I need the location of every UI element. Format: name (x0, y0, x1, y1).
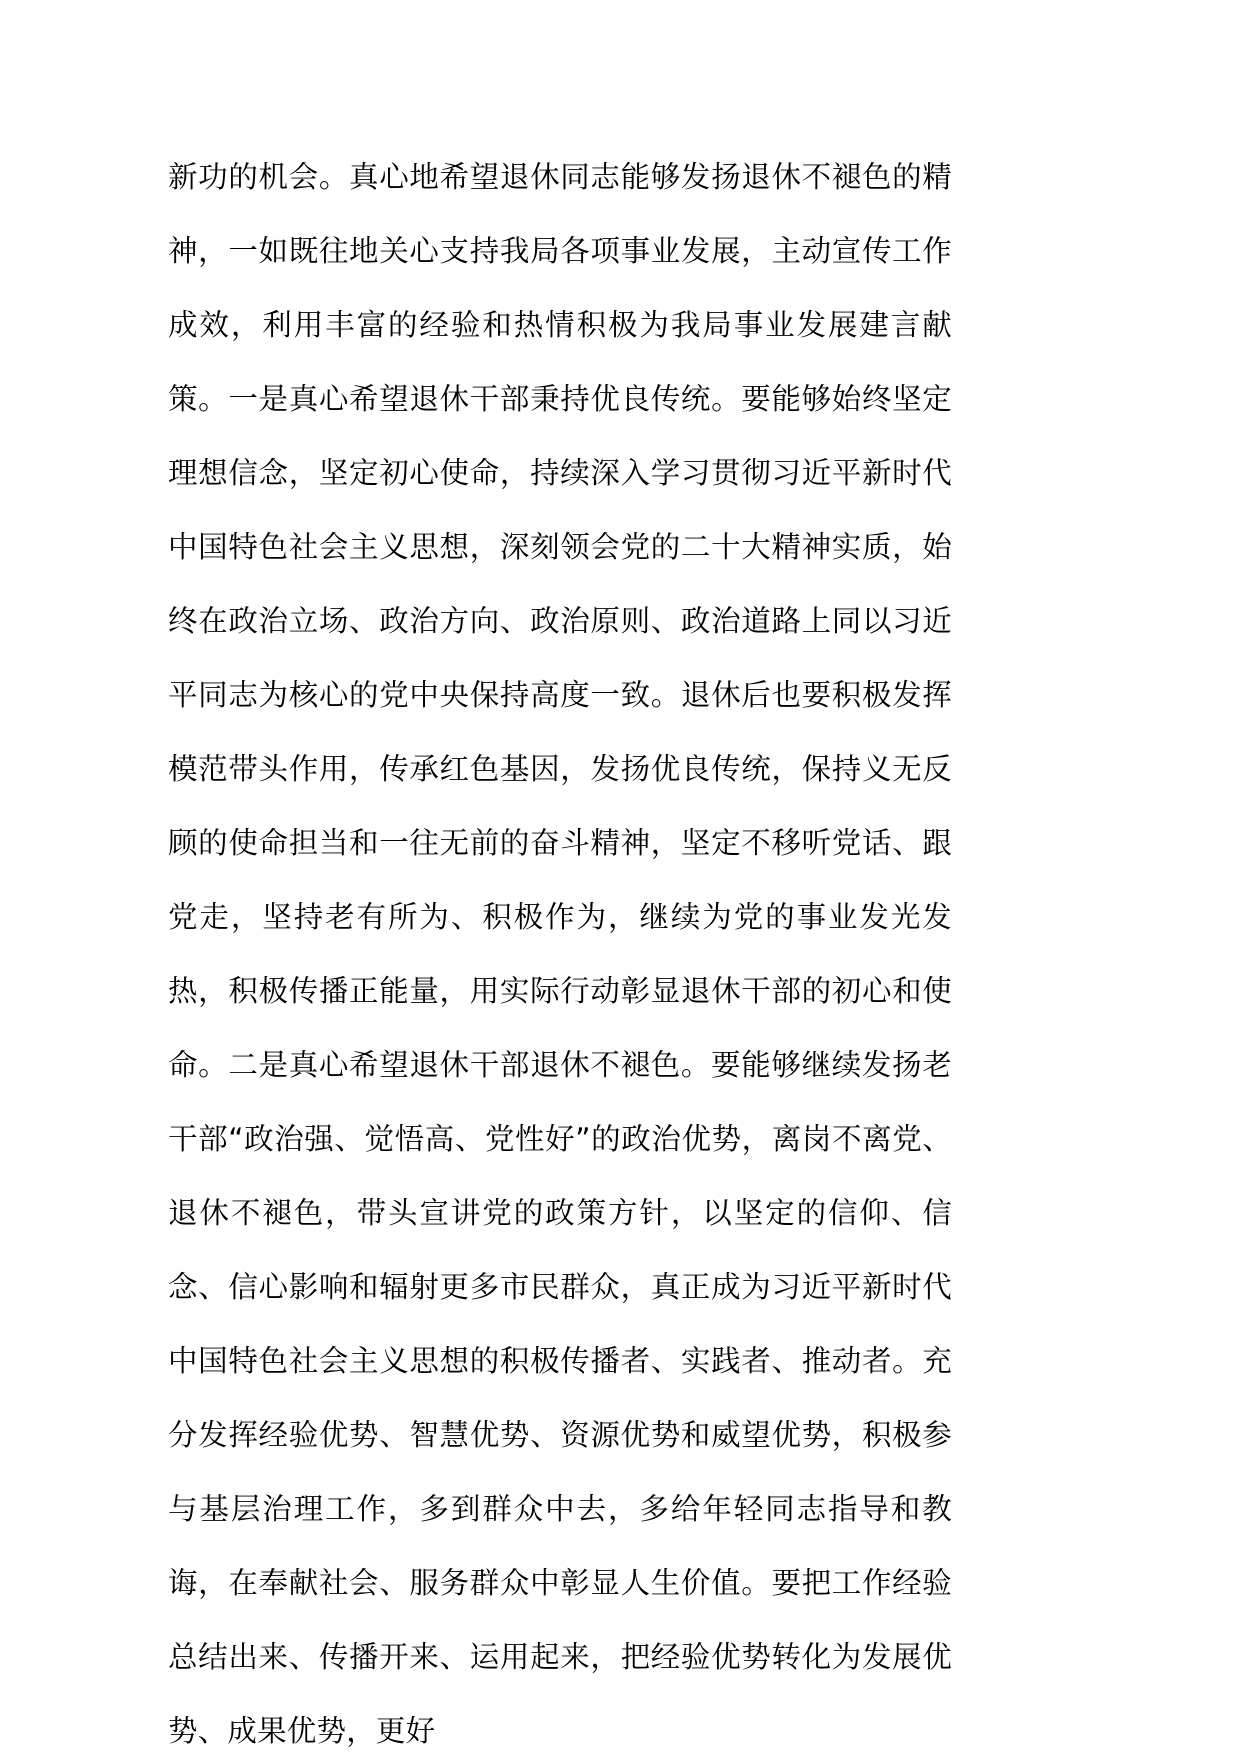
document-body (168, 140, 952, 1754)
paragraph: 新功的机会。真心地希望退休同志能够发扬退休不褪色的精神，一如既往地关心支持我局各项事业发展，主动宣传工作成效，利用丰富的经验和热情积极为我局事业发展建言献策。一是真心希望退休干部秉持优良传统。要能够始终坚定理想信念，坚定初心使命，持续深入学习贯彻习近平新时代中国特色社会主义思想，深刻领会党的二十大精神实质，始终在政治立场、政治方向、政治原则、政治道路上同以习近平同志为核心的党中央保持高度一致。退休后也要积极发挥模范带头作用，传承红色基因，发扬优良传统，保持义无反顾的使命担当和一往无前的奋斗精神，坚定不移听党话、跟党走，坚持老有所为、积极作为，继续为党的事业发光发热，积极传播正能量，用实际行动彰显退休干部的初心和使命。二是真心希望退休干部退休不褪色。要能够继续发扬老干部“政治强、觉悟高、党性好”的政治优势，离岗不离党、退休不褪色，带头宣讲党的政策方针，以坚定的信仰、信念、信心影响和辐射更多市民群众，真正成为习近平新时代中国特色社会主义思想的积极传播者、实践者、推动者。充分发挥经验优势、智慧优势、资源优势和威望优势，积极参与基层治理工作，多到群众中去，多给年轻同志指导和教诲，在奉献社会、服务群众中彰显人生价值。要把工作经验总结出来、传播开来、运用起来，把经验优势转化为发展优势、成果优势，更好 (168, 160, 952, 1748)
